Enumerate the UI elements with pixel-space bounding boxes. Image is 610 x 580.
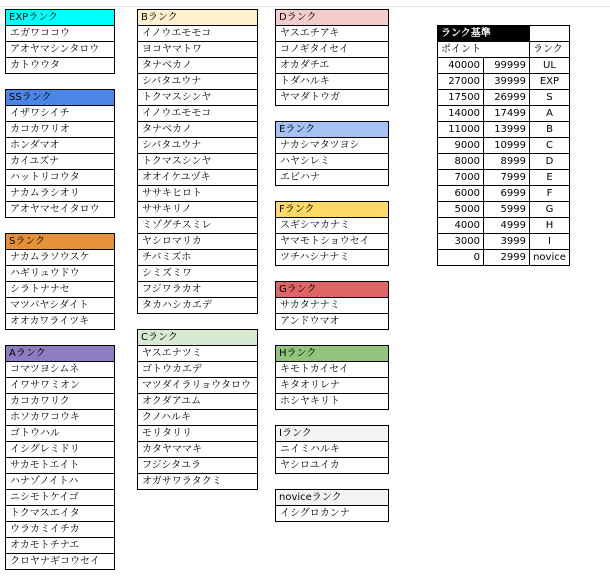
member-cell[interactable]: マツダイラリョウタロウ [138, 378, 258, 394]
member-cell[interactable]: キモトカイセイ [276, 362, 389, 378]
member-cell[interactable]: コノギタイセイ [276, 42, 389, 58]
rank-group-header[interactable]: Aランク [6, 346, 115, 362]
member-cell[interactable]: ハナゾノイトハ [6, 474, 115, 490]
member-cell[interactable]: オカモトチナエ [6, 538, 115, 554]
rank-cell[interactable]: D [530, 154, 570, 170]
member-cell[interactable]: ハヤシレミ [276, 154, 389, 170]
member-cell[interactable]: ホソカワコウキ [6, 410, 115, 426]
points-max-cell[interactable]: 39999 [484, 74, 530, 90]
member-cell[interactable]: ヤシロユイカ [276, 458, 389, 474]
member-cell[interactable]: クノハルキ [138, 410, 258, 426]
member-cell[interactable]: イシグレミドリ [6, 442, 115, 458]
rank-cell[interactable]: B [530, 122, 570, 138]
rank-cell[interactable]: S [530, 90, 570, 106]
rank-group-table [275, 489, 389, 522]
rank-cell[interactable]: H [530, 218, 570, 234]
points-min-cell[interactable]: 14000 [438, 106, 484, 122]
member-cell[interactable]: カタヤママキ [138, 442, 258, 458]
member-cell[interactable]: ハギリュウドウ [6, 266, 115, 282]
points-max-cell[interactable]: 6999 [484, 186, 530, 202]
rank-cell[interactable]: UL [530, 58, 570, 74]
member-cell[interactable]: トクマスエイタ [6, 506, 115, 522]
rank-group-table [275, 121, 389, 186]
points-max-cell[interactable]: 13999 [484, 122, 530, 138]
member-cell[interactable]: イワサワミオン [6, 378, 115, 394]
rank-cell[interactable]: E [530, 170, 570, 186]
member-cell[interactable]: ヤスエチアキ [276, 26, 389, 42]
member-cell[interactable]: ナカシマタツヨシ [276, 138, 389, 154]
member-cell[interactable]: イザワシイチ [6, 106, 115, 122]
member-cell[interactable]: マツバヤシダイト [6, 298, 115, 314]
member-cell[interactable]: タナベカノ [138, 58, 258, 74]
member-cell[interactable]: タカハシカエデ [138, 298, 258, 314]
points-max-cell[interactable]: 3999 [484, 234, 530, 250]
member-cell[interactable]: スギシマカナミ [276, 218, 389, 234]
member-cell[interactable]: オカダチエ [276, 58, 389, 74]
member-cell[interactable]: ツチハシナナミ [276, 250, 389, 266]
member-cell[interactable]: ササキリノ [138, 202, 258, 218]
points-header[interactable]: ポイント [438, 42, 530, 58]
member-cell[interactable]: ヤシロマリカ [138, 234, 258, 250]
member-cell[interactable]: イシグロカンナ [276, 506, 389, 522]
member-cell[interactable]: トクマスシンヤ [138, 154, 258, 170]
rank-group-table [275, 201, 389, 266]
member-cell[interactable]: アンドウマオ [276, 314, 389, 330]
rank-cell[interactable]: C [530, 138, 570, 154]
points-min-cell[interactable]: 0 [438, 250, 484, 266]
rank-group-header[interactable]: Hランク [276, 346, 389, 362]
rank-group-header[interactable]: noviceランク [276, 490, 389, 506]
rank-group-header[interactable]: Eランク [276, 122, 389, 138]
member-cell[interactable]: ササキヒロト [138, 186, 258, 202]
rank-group-table [275, 9, 389, 106]
member-cell[interactable]: エビハナ [276, 170, 389, 186]
member-cell[interactable]: サカモトエイト [6, 458, 115, 474]
points-max-cell[interactable]: 4999 [484, 218, 530, 234]
points-min-cell[interactable]: 4000 [438, 218, 484, 234]
rank-group-table [275, 345, 389, 410]
rank-group-header[interactable]: Sランク [6, 234, 115, 250]
points-max-cell[interactable]: 10999 [484, 138, 530, 154]
member-cell[interactable]: イノウエモモコ [138, 26, 258, 42]
points-min-cell[interactable]: 27000 [438, 74, 484, 90]
points-max-cell[interactable]: 2999 [484, 250, 530, 266]
points-min-cell[interactable]: 11000 [438, 122, 484, 138]
member-cell[interactable]: ニイミハルキ [276, 442, 389, 458]
member-cell[interactable]: トダハルキ [276, 74, 389, 90]
member-cell[interactable]: ハットリコウタ [6, 170, 115, 186]
member-cell[interactable]: ウラカミイチカ [6, 522, 115, 538]
rank-cell[interactable]: I [530, 234, 570, 250]
rank-group-table [275, 281, 389, 330]
points-min-cell[interactable]: 3000 [438, 234, 484, 250]
rank-cell[interactable]: F [530, 186, 570, 202]
empty-cell[interactable] [530, 26, 570, 42]
member-cell[interactable]: アオヤマシンタロウ [6, 42, 115, 58]
rank-criteria-table [437, 25, 570, 266]
points-min-cell[interactable]: 40000 [438, 58, 484, 74]
member-cell[interactable]: ヤマダトウガ [276, 90, 389, 106]
rank-cell[interactable]: A [530, 106, 570, 122]
points-max-cell[interactable]: 26999 [484, 90, 530, 106]
member-cell[interactable]: ニシモトケイゴ [6, 490, 115, 506]
member-cell[interactable]: オガサワラタクミ [138, 474, 258, 490]
member-cell[interactable]: オオイケユヅキ [138, 170, 258, 186]
member-cell[interactable]: オオカワライツキ [6, 314, 115, 330]
member-cell[interactable]: ナカムラソウスケ [6, 250, 115, 266]
points-min-cell[interactable]: 5000 [438, 202, 484, 218]
rank-group-header[interactable]: EXPランク [6, 10, 115, 26]
points-max-cell[interactable]: 99999 [484, 58, 530, 74]
member-cell[interactable]: イノウエモモコ [138, 106, 258, 122]
rank-cell[interactable]: EXP [530, 74, 570, 90]
member-cell[interactable]: トクマスシンヤ [138, 90, 258, 106]
points-max-cell[interactable]: 17499 [484, 106, 530, 122]
member-cell[interactable]: エガワココウ [6, 26, 115, 42]
member-cell[interactable]: ミゾグチスミレ [138, 218, 258, 234]
rank-group-table [137, 9, 258, 314]
member-cell[interactable]: ホシヤキリト [276, 394, 389, 410]
member-cell[interactable]: ホンダマオ [6, 138, 115, 154]
rank-group-table [5, 89, 115, 218]
points-min-cell[interactable]: 6000 [438, 186, 484, 202]
member-cell[interactable]: カイユズナ [6, 154, 115, 170]
sheet-top-strip [0, 0, 610, 7]
rank-group-table [5, 9, 115, 74]
member-cell[interactable]: シラトナナセ [6, 282, 115, 298]
rank-group-table [275, 425, 389, 474]
rank-group-header[interactable]: Bランク [138, 10, 258, 26]
member-cell[interactable]: シバタユウナ [138, 74, 258, 90]
points-max-cell[interactable]: 5999 [484, 202, 530, 218]
rank-header[interactable]: ランク [530, 42, 570, 58]
member-cell[interactable]: フジシタユラ [138, 458, 258, 474]
member-cell[interactable]: ヨコヤマトワ [138, 42, 258, 58]
member-cell[interactable]: サカタナナミ [276, 298, 389, 314]
rank-group-header[interactable]: Fランク [276, 202, 389, 218]
criteria-title[interactable]: ランク基準 [438, 26, 530, 42]
points-max-cell[interactable]: 8999 [484, 154, 530, 170]
member-cell[interactable]: カコカワリク [6, 394, 115, 410]
rank-group-table [137, 329, 258, 490]
member-cell[interactable]: カトウウタ [6, 58, 115, 74]
rank-cell[interactable]: G [530, 202, 570, 218]
member-cell[interactable]: コマツヨシムネ [6, 362, 115, 378]
member-cell[interactable]: ゴトウハル [6, 426, 115, 442]
rank-group-header[interactable]: Iランク [276, 426, 389, 442]
points-min-cell[interactable]: 17500 [438, 90, 484, 106]
points-min-cell[interactable]: 9000 [438, 138, 484, 154]
rank-group-header[interactable]: SSランク [6, 90, 115, 106]
member-cell[interactable]: ゴトウカエデ [138, 362, 258, 378]
points-min-cell[interactable]: 8000 [438, 154, 484, 170]
rank-group-header[interactable]: Gランク [276, 282, 389, 298]
rank-group-header[interactable]: Cランク [138, 330, 258, 346]
member-cell[interactable]: シバタユウナ [138, 138, 258, 154]
member-cell[interactable]: ヤスエナツミ [138, 346, 258, 362]
member-cell[interactable]: モリタリリ [138, 426, 258, 442]
member-cell[interactable]: フジワラカオ [138, 282, 258, 298]
rank-group-header[interactable]: Dランク [276, 10, 389, 26]
member-cell[interactable]: シミズミワ [138, 266, 258, 282]
rank-group-table [5, 233, 115, 330]
member-cell[interactable]: キタオリレナ [276, 378, 389, 394]
member-cell[interactable]: チバミズホ [138, 250, 258, 266]
member-cell[interactable]: ヤマモトショウセイ [276, 234, 389, 250]
points-min-cell[interactable]: 7000 [438, 170, 484, 186]
member-cell[interactable]: タナベカノ [138, 122, 258, 138]
member-cell[interactable]: アオヤマセイタロウ [6, 202, 115, 218]
member-cell[interactable]: ナカムラシオリ [6, 186, 115, 202]
rank-group-table [5, 345, 115, 570]
member-cell[interactable]: オクダアユム [138, 394, 258, 410]
points-max-cell[interactable]: 7999 [484, 170, 530, 186]
member-cell[interactable]: クロヤナギコウセイ [6, 554, 115, 570]
member-cell[interactable]: カコカワリオ [6, 122, 115, 138]
rank-cell[interactable]: novice [530, 250, 570, 266]
